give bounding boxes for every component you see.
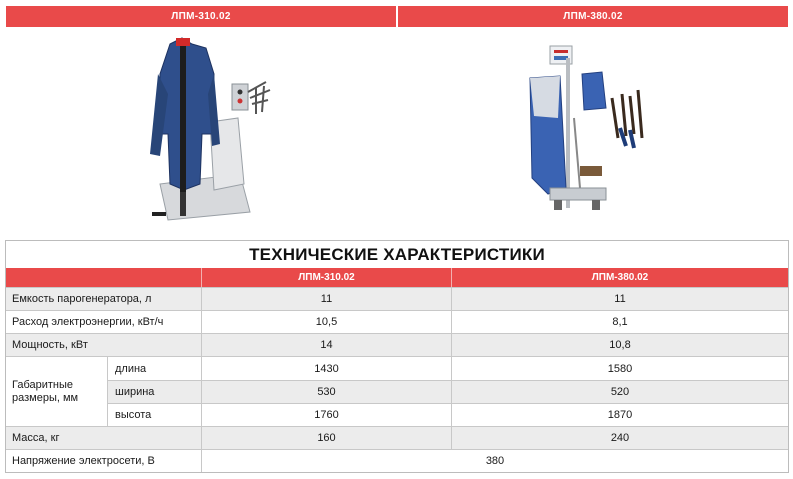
model-header-bar: [6, 6, 788, 27]
spec-row-steam-capacity: [6, 287, 788, 310]
spec-row-energy-use: [6, 310, 788, 333]
spec-row-voltage: [6, 449, 788, 472]
product-image-1: [140, 34, 280, 224]
dimensions-group-label: Габаритные размеры, мм: [6, 357, 107, 426]
spec-label: Емкость парогенератора, л: [6, 288, 201, 310]
spec-table: [5, 240, 789, 473]
spec-header-model-2: ЛПМ-380.02: [451, 268, 788, 287]
spec-value-1: 10,5: [201, 311, 451, 333]
spec-title: ТЕХНИЧЕСКИЕ ХАРАКТЕРИСТИКИ: [6, 241, 788, 268]
model-header-1: ЛПМ-310.02: [6, 6, 396, 27]
model-header-2: ЛПМ-380.02: [398, 6, 788, 27]
spec-value-2: 240: [451, 427, 788, 449]
spec-value-2: 8,1: [451, 311, 788, 333]
spec-label: Напряжение электросети, В: [6, 450, 201, 472]
spec-value-1: 160: [201, 427, 451, 449]
spec-sublabel: ширина: [107, 381, 201, 403]
spec-row-power: [6, 333, 788, 356]
spec-label: Масса, кг: [6, 427, 201, 449]
spec-header-model-1: ЛПМ-310.02: [201, 268, 451, 287]
spec-row-mass: [6, 426, 788, 449]
spec-value-1: 1760: [201, 404, 451, 426]
spec-value-2: 1870: [451, 404, 788, 426]
spec-row-height: [107, 403, 788, 426]
spec-value-1: 11: [201, 288, 451, 310]
spec-value-shared: 380: [201, 450, 788, 472]
spec-value-2: 520: [451, 381, 788, 403]
spec-row-width: [107, 380, 788, 403]
spec-value-1: 14: [201, 334, 451, 356]
product-image-2: [520, 38, 660, 218]
spec-value-1: 530: [201, 381, 451, 403]
spec-value-2: 1580: [451, 357, 788, 380]
spec-header-row: [6, 268, 788, 287]
spec-header-empty: [6, 268, 201, 287]
spec-dimensions-group: [6, 356, 788, 426]
spec-row-length: [107, 357, 788, 380]
spec-label: Мощность, кВт: [6, 334, 201, 356]
spec-sublabel: длина: [107, 357, 201, 380]
spec-value-2: 11: [451, 288, 788, 310]
spec-sublabel: высота: [107, 404, 201, 426]
spec-label: Расход электроэнергии, кВт/ч: [6, 311, 201, 333]
spec-value-1: 1430: [201, 357, 451, 380]
spec-value-2: 10,8: [451, 334, 788, 356]
